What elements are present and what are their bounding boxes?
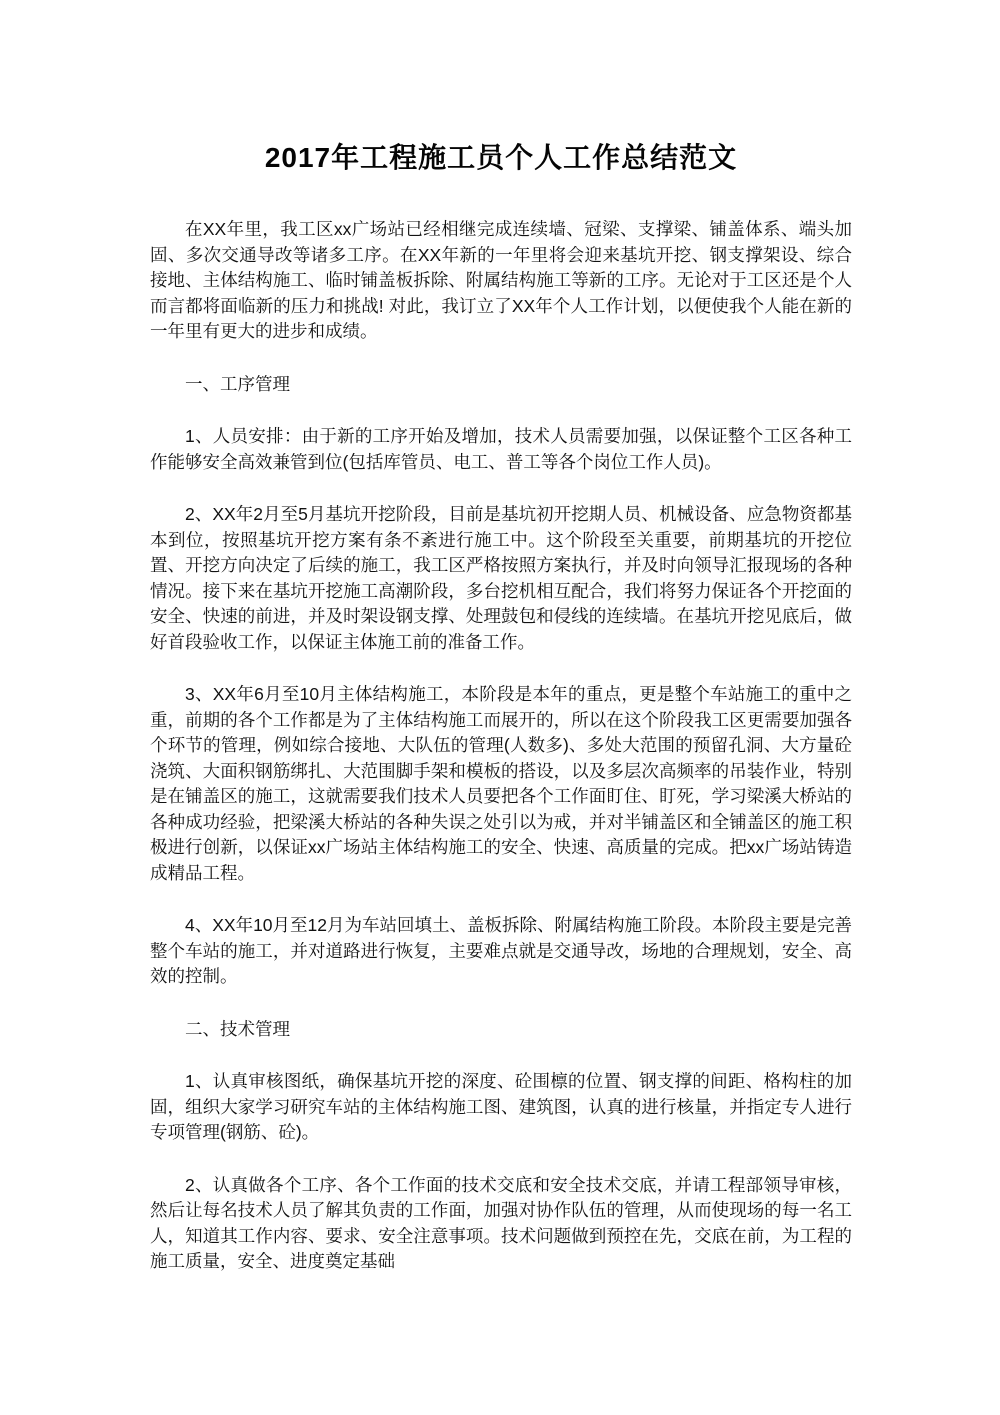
paragraph-backfill-stage: 4、XX年10月至12月为车站回填土、盖板拆除、附属结构施工阶段。本阶段主要是完善整个车站的施工，并对道路进行恢复，主要难点就是交通导改，场地的合理规划，安全、高效的控制。 (150, 915, 853, 986)
paragraph-technical-disclosure: 2、认真做各个工序、各个工作面的技术交底和安全技术交底，并请工程部领导审核，然后让每名技术人员了解其负责的工作面，加强对协作队伍的管理，从而使现场的每一名工人，知道其工作内容、要求、安全注意事项。技术问题做到预控在先，交底在前，为工程的施工质量，安全、进度奠定基础 (150, 1174, 852, 1271)
section-heading-technical-management: 二、技术管理 (185, 1018, 290, 1039)
intro-paragraph: 在XX年里，我工区xx广场站已经相继完成连续墙、冠梁、支撑梁、铺盖体系、端头加固、多次交通导改等诸多工序。在XX年新的一年里将会迎来基坑开挖、钢支撑架设、综合接地、主体结构施工、临时铺盖板拆除、附属结构施工等新的工序。无论对于工区还是个人而言都将面临新的压力和挑战! 对此，我订立了XX年个人工作计划，以便使我个人能在新的一年里有更大的进步和成绩。 (150, 219, 852, 341)
paragraph-personnel-arrangement: 1、人员安排：由于新的工序开始及增加，技术人员需要加强，以保证整个工区各种工作能够安全高效兼管到位(包括库管员、电工、普工等各个岗位工作人员)。 (150, 426, 852, 472)
paragraph-drawing-review: 1、认真审核图纸，确保基坑开挖的深度、砼围檩的位置、钢支撑的间距、格构柱的加固，组织大家学习研究车站的主体结构施工图、建筑图，认真的进行核量，并指定专人进行专项管理(钢筋、砼)。 (150, 1071, 852, 1142)
paragraph-excavation-stage: 2、XX年2月至5月基坑开挖阶段，目前是基坑初开挖期人员、机械设备、应急物资都基本到位，按照基坑开挖方案有条不紊进行施工中。这个阶段至关重要，前期基坑的开挖位置、开挖方向决定了后续的施工，我工区严格按照方案执行，并及时向领导汇报现场的各种情况。接下来在基坑开挖施工高潮阶段，多台挖机相互配合，我们将努力保证各个开挖面的安全、快速的前进，并及时架设钢支撑、处理鼓包和侵线的连续墙。在基坑开挖见底后，做好首段验收工作，以保证主体施工前的准备工作。 (150, 504, 852, 652)
paragraph-main-structure-stage: 3、XX年6月至10月主体结构施工，本阶段是本年的重点，更是整个车站施工的重中之重，前期的各个工作都是为了主体结构施工而展开的，所以在这个阶段我工区更需要加强各个环节的管理，例如综合接地、大队伍的管理(人数多)、多处大范围的预留孔洞、大方量砼浇筑、大面积钢筋绑扎、大范围脚手架和模板的搭设，以及多层次高频率的吊装作业，特别是在铺盖区的施工，这就需要我们技术人员要把各个工作面盯住、盯死，学习梁溪大桥站的各种成功经验，把梁溪大桥站的各种失误之处引以为戒，并对半铺盖区和全铺盖区的施工积极进行创新，以保证xx广场站主体结构施工的安全、快速、高质量的完成。把xx广场站铸造成精品工程。 (150, 684, 852, 883)
document-title: 2017年工程施工员个人工作总结范文 (264, 142, 738, 173)
section-heading-process-management: 一、工序管理 (185, 373, 290, 394)
